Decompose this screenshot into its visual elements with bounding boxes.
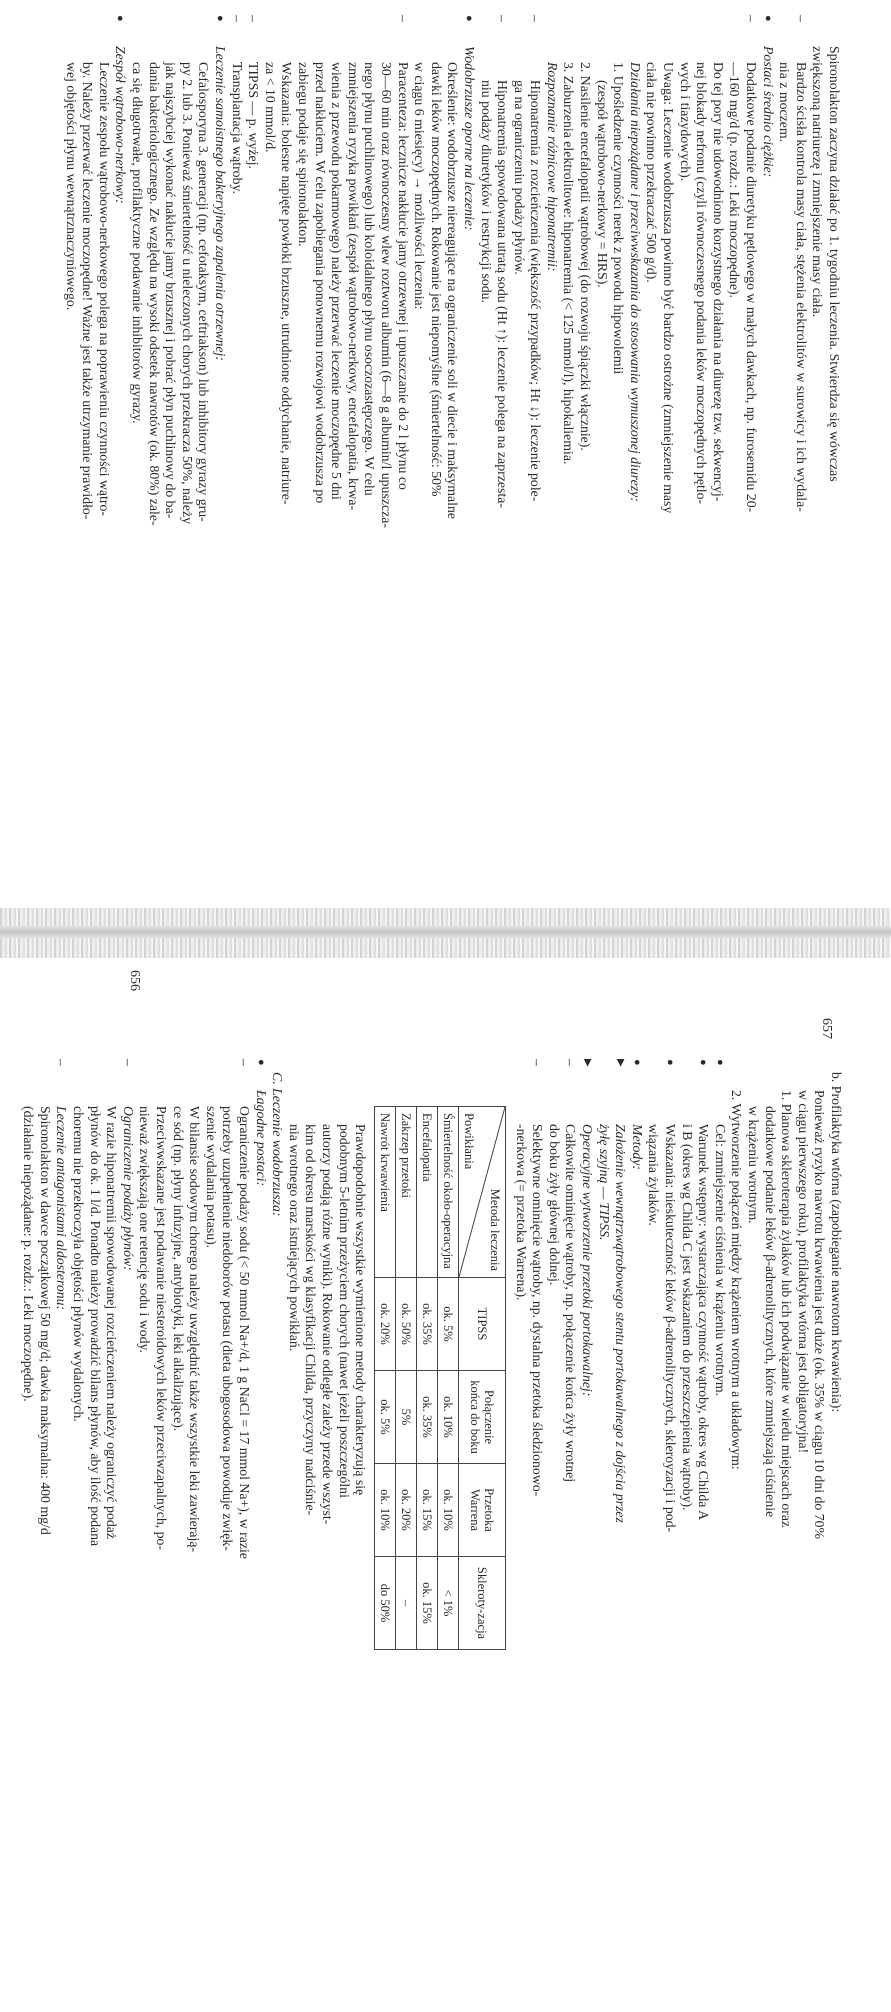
- text-line: Wskazania: bolesne napięte powłoki brzuszne, utrudnione oddychanie, natriure-: [279, 62, 295, 505]
- text-line: 2. Nasilenie encefalopatii wątrobowej (do rozwoju śpiączki włącznie).: [578, 62, 594, 451]
- text-line: ● Metody:: [628, 1072, 645, 1972]
- text-line: Ponieważ ryzyko nawrotu krwawienia jest duże (ok. 35% w ciągu 10 dni do 70%: [812, 1090, 828, 1540]
- text-line: Działania niepożądane i przeciwwskazania do stosowania wymuszonej diurezy:: [627, 62, 643, 502]
- table-column-header: Skleroty-zacja: [459, 1557, 506, 1650]
- table-row: [417, 1107, 438, 1650]
- table-cell: ok. 5%: [438, 1278, 459, 1371]
- table-corner-header: [459, 1107, 506, 1278]
- text-line: ca się długotrwałe, profilaktyczne podawanie inhibitorów gyrazy.: [130, 62, 146, 424]
- page-657-text: [62, 28, 842, 908]
- page-number: 657: [819, 1018, 834, 1039]
- text-line: dawki leków moczopędnych. Rokowanie jest niepomyślne (śmiertelność: 50%: [428, 62, 444, 497]
- text-line: – Leczenie antagonistami aldosteronu:: [53, 1072, 70, 1972]
- text-line: Prawdopodobnie wszystkie wymienione metody charakteryzują się: [353, 1124, 369, 1496]
- text-line: b. Profilaktyka wtórna (zapobieganie nawrotom krwawienia):: [829, 1072, 844, 1413]
- table-cell: ok. 5%: [375, 1371, 396, 1464]
- table-column-header: Połączenie końca do boku: [459, 1371, 506, 1464]
- page-656-text: [20, 1072, 844, 1972]
- text-line: w ciągu pierwszego roku), profilaktyka wtórna jest obligatoryjna!: [795, 1090, 811, 1454]
- table-cell: ok. 50%: [396, 1278, 417, 1371]
- text-line: ciała nie powinno przekraczać 500 g/d).: [644, 62, 660, 283]
- table-cell: –: [396, 1557, 417, 1650]
- text-line: – Ograniczenie podaży sodu (< 50 mmol Na+/d, 1 g NaCl = 17 mmol Na+), w razie: [235, 1072, 252, 1972]
- text-line: dania bakteriologicznego. Ze względu na wysoki odsetek nawrotów (ok. 80%) zale-: [146, 62, 162, 526]
- text-line: ▶ Operacyjne wytworzenie przetoki portokawalnej:: [579, 1072, 596, 1972]
- corner-top-label: Metoda leczenia: [488, 1188, 503, 1271]
- text-line: choremu nie przekroczyła objętości płynów wydalonych.: [71, 1106, 87, 1422]
- table-row: [396, 1107, 417, 1650]
- text-line: (działanie niepożądane: p. rozdz.: Leki moczopędne).: [21, 1106, 37, 1402]
- text-line: w krążeniu wrotnym.: [746, 1106, 762, 1224]
- text-line: ● Wodobrzusze oporne na leczenie:: [460, 28, 477, 908]
- page-656: [21, 962, 848, 2012]
- corner-bottom-label: Powikłania: [462, 1113, 477, 1170]
- shunt-comparison-table: [374, 1106, 506, 1650]
- table-cell: do 50%: [375, 1557, 396, 1650]
- text-line: W bilansie sodowym chorego należy uwzględnić także wszystkie leki zawierają-: [187, 1106, 203, 1553]
- text-line: potrzeby uzupełnienie niedoborów potasu (dieta ubogosodowa powoduje zwięk-: [220, 1106, 236, 1551]
- table-row: [438, 1107, 459, 1650]
- text-line: jak najszybciej wykonać nakłucie jamy brzusznej i pobrać płyn puchlinowy do ba-: [163, 62, 179, 519]
- text-line: ● Leczenie samoistnego bakteryjnego zapalenia otrzewnej:: [211, 28, 228, 908]
- text-line: Przeciwwskazane jest podawanie niesteroidowych leków przeciwzapalnych, po-: [154, 1106, 169, 1551]
- text-line: za < 10 mmol/d.: [262, 62, 278, 153]
- text-line: Uwaga: Leczenie wodobrzusza powinno być bardzo ostrożne (zmniejszenie masy: [661, 62, 677, 514]
- text-line: niu podaży diuretyków i restrykcji sodu.: [478, 80, 494, 304]
- table-cell: ok. 20%: [396, 1464, 417, 1557]
- text-line: zmniejszenia ryzyka powikłań (zespół wątrobowo-nerkowy, encefalopatia, krwa-: [345, 62, 361, 511]
- text-line: W razie hiponatremii spowodowanej rozcieńczeniem należy ograniczyć podaż: [104, 1106, 120, 1539]
- table-cell: ok. 20%: [375, 1278, 396, 1371]
- text-line: do boku żyły głównej dolnej.: [546, 1124, 562, 1286]
- page-number: 656: [127, 970, 142, 991]
- text-line: – Selektywne ominięcie wątroby, np. dystalna przetoka śledzionowo-: [529, 1072, 546, 1972]
- text-line: ● Łagodne postaci:: [252, 1072, 269, 1972]
- text-line: 1. Upośledzenie czynności nerek z powodu hipowolemii: [611, 62, 627, 375]
- table-row-label: Śmiertelność około-operacyjna: [438, 1107, 459, 1278]
- text-line: ga na ograniczeniu podaży płynów.: [511, 80, 527, 275]
- text-line: wiązania żylaków.: [646, 1124, 662, 1226]
- text-line: w ciągu 6 miesięcy) → możliwości leczenia:: [412, 62, 428, 310]
- text-line: ● Cel: zmniejszenie ciśnienia w krążeniu wrotnym.: [711, 1072, 728, 1972]
- table-row-label: Nawrót krwawienia: [375, 1107, 396, 1278]
- text-line: by. Należy przerwać leczenie moczopędne! Ważne jest także utrzymanie prawidło-: [80, 62, 96, 520]
- text-line: – Transplantacja wątroby.: [228, 28, 245, 908]
- text-line: dodatkowe podanie leków β-adrenolitycznych, które zmniejszają ciśnienie: [762, 1106, 778, 1518]
- text-line: – TIPSS — p. wyżej.: [245, 28, 262, 908]
- text-line: ce sód (np. płyny infuzyjne, antybiotyki, leki alkalizujące).: [170, 1106, 186, 1432]
- text-line: – Hiponatremia spowodowana utratą sodu (Ht ↑): leczenie polega na zaprzesta-: [494, 28, 511, 908]
- text-line: 3. Zaburzenia elektrolitowe: hiponatremia (< 125 mmol/l), hipokaliemia.: [561, 62, 577, 465]
- text-line: -nerkowa (= przetoka Warrena).: [513, 1124, 529, 1301]
- text-line: wych i tiazydowych).: [677, 62, 693, 182]
- text-line: – Bardzo ścisła kontrola masy ciała, stężenia elektrolitów w surowicy i ich wydala-: [792, 28, 809, 908]
- text-line: szenie wydalania potasu).: [203, 1106, 219, 1249]
- text-line: wienia z przewodu pokarmowego) należy przerwać leczenie moczopędne 5 dni: [329, 62, 345, 500]
- text-line: zabiegu podaje się spironolakton.: [296, 62, 311, 247]
- text-line: płynów do ok. 1 l/d. Ponadto należy prowadzić bilans płynów, aby ilość podana: [87, 1106, 103, 1547]
- table-column-header: TIPSS: [459, 1278, 506, 1371]
- text-line: Leczenie zespołu wątrobowo-nerkowego polega na poprawieniu czynności wątro-: [96, 62, 112, 516]
- table-cell: ok. 35%: [417, 1278, 438, 1371]
- text-line: nej blokady nefronu (czyli równoczesnego podania leków moczopędnych pętlo-: [694, 62, 710, 505]
- page-657: [63, 18, 848, 1068]
- text-line: ● Warunek wstępny: wystarczająca czynność wątroby, okres wg Childa A: [695, 1072, 712, 1972]
- text-line: wej objętości płynu wewnątrznaczyniowego.: [63, 62, 79, 311]
- text-line: (zespół wątrobowo-nerkowy = HRS).: [594, 80, 610, 288]
- text-line: Rozpoznanie różnicowe hiponatremii:: [544, 62, 560, 272]
- text-line: – Całkowite ominięcie wątroby, np. połączenie końca żyły wrotnej: [562, 1072, 579, 1972]
- text-line: – Hiponatremia z rozcieńczenia (większość przypadków; Ht ↓): leczenie pole-: [527, 28, 544, 908]
- text-line: nieważ zwiększają one retencję sodu i wody.: [137, 1106, 153, 1353]
- text-line: żyłę szyjną — TIPSS.: [596, 1124, 612, 1241]
- text-line: zwiększoną natriurezę i zmniejszenie masy ciała.: [810, 46, 826, 318]
- table-cell: ok. 15%: [417, 1464, 438, 1557]
- text-line: ● Wskazania: nieskuteczność leków β-adrenolitycznych, skleroyzacji i pod-: [661, 1072, 678, 1972]
- text-line: autorzy podają różne wyniki). Rokowanie odległe zależy przede wszyst-: [319, 1124, 335, 1525]
- text-line: 2. Wytworzenie połączeń między krążeniem wrotnym a układowym:: [729, 1090, 745, 1470]
- table-row-label: Zakrzep przetoki: [396, 1107, 417, 1278]
- text-line: nia wrotnego oraz istniejących powikłań.: [286, 1124, 302, 1352]
- text-line: ● Zespół wątrobowo-nerkowy:: [112, 28, 129, 908]
- text-line: —160 mg/d (p. rozdz.: Leki moczopędne).: [727, 62, 743, 299]
- text-line: i B (okres wg Childa C jest wskazaniem do przeszczepienia wątroby).: [679, 1124, 695, 1511]
- table-row-label: Encefalopatia: [417, 1107, 438, 1278]
- table-cell: ok. 10%: [375, 1464, 396, 1557]
- table-cell: ok. 15%: [417, 1557, 438, 1650]
- text-line: podobnym 5-letnim przeżyciem chorych (nawet jeżeli poszczególni: [336, 1124, 352, 1498]
- text-line: – Paracenteza: lecznicze nakłucie jamy otrzewnej i upuszczanie do 2 l płynu co: [394, 28, 411, 908]
- table-row: [375, 1107, 396, 1650]
- text-line: nego płynu puchlinowego) lub koloidalnego płynu osoczozastępczego. W celu: [362, 62, 378, 496]
- text-line: – Dodatkowe podanie diuretyku pętlowego w małych dawkach, np. furosemidu 20-: [742, 28, 759, 908]
- text-line: Do tej pory nie udowodniono korzystnego działania na diurezę tzw. sekwencyj-: [710, 62, 726, 502]
- table-cell: 5%: [396, 1371, 417, 1464]
- text-line: 30—60 min oraz równoczesny wlew roztworu albumin (6—8 g albumin/l upuszcza-: [378, 62, 394, 528]
- text-line: – Ograniczenie podaży płynów:: [119, 1072, 136, 1972]
- text-line: Spironolakton zaczyna działać po 1. tygodniu leczenia. Stwierdza się wówczas: [827, 46, 842, 482]
- text-line: py 2. lub 3. Ponieważ śmiertelność u nieleczonych chorych przekracza 50%, należy: [179, 62, 195, 525]
- text-line: C. Leczenie wodobrzusza:: [270, 1072, 286, 1217]
- text-line: kim od okresu marskości wg klasyfikacji Childa, przyczyny nadciśnie-: [303, 1124, 319, 1516]
- table-cell: ok. 10%: [438, 1371, 459, 1464]
- text-line: Określenie: wodobrzusze niereagujące na ograniczenie soli w diecie i maksymalne: [445, 62, 461, 520]
- table-cell: ok. 10%: [438, 1464, 459, 1557]
- text-line: ● Postaci średnio ciężkie:: [759, 28, 776, 908]
- text-line: Spironolakton w dawce początkowej 50 mg/d; dawka maksymalna: 400 mg/d: [37, 1106, 53, 1535]
- table-cell: ok. 35%: [417, 1371, 438, 1464]
- table-cell: < 1%: [438, 1557, 459, 1650]
- text-line: Cefalosporyna 3. generacji (np. cefotaksym, ceftriakson) lub inhibitory gyrazy gru-: [196, 62, 212, 522]
- table-column-header: Przetoka Warrena: [459, 1464, 506, 1557]
- text-line: przed nakłuciem. W celu zapobiegania ponownemu rozwojowi wodobrzusza po: [312, 62, 328, 504]
- text-line: ▶ Założenie wewnątrzwątrobowego stentu portokawalnego z dojścia przez: [612, 1072, 629, 1972]
- text-line: 1. Planowa skleroterapia żylaków lub ich podwiązanie w wiedu miejscach oraz: [779, 1090, 795, 1528]
- text-line: nia z moczem.: [777, 62, 793, 143]
